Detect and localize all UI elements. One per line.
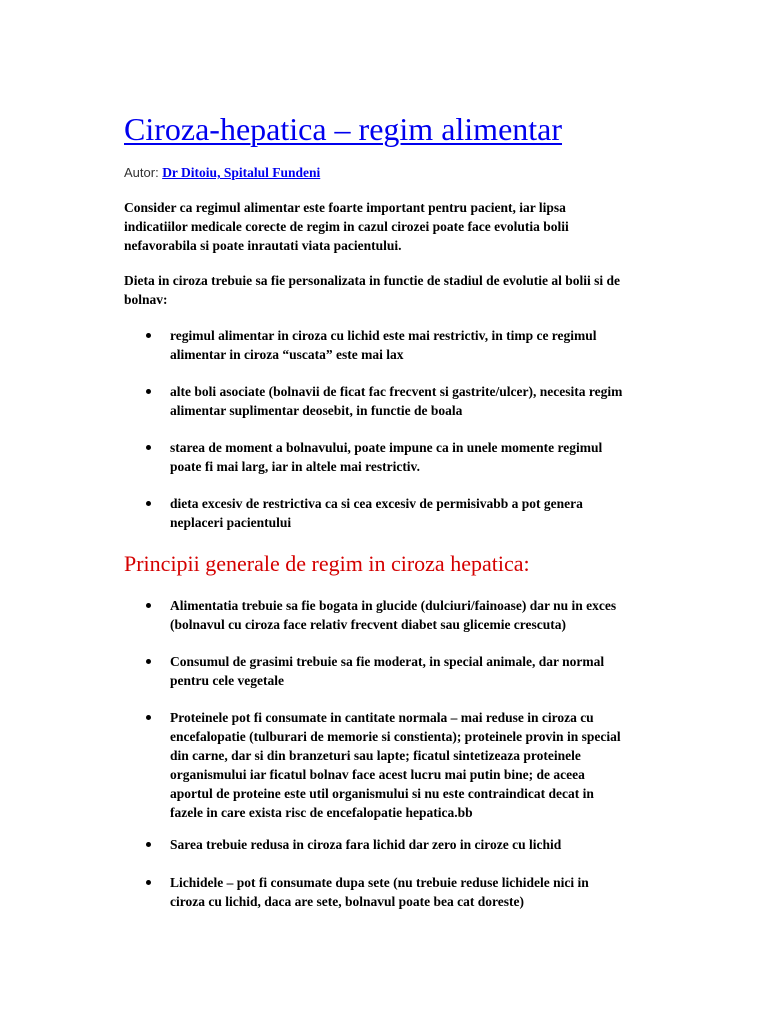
list-item-line: starea de moment a bolnavului, poate impune ca in unele momente regimul	[170, 440, 603, 455]
intro-paragraph	[124, 198, 664, 255]
bullet-icon	[146, 445, 151, 450]
paragraph-line: bolnav:	[124, 292, 168, 307]
list-item-line: poate fi mai larg, iar in altele mai restrictiv.	[170, 459, 420, 474]
list-item-line: neplaceri pacientului	[170, 515, 292, 530]
list-item-line: dieta excesiv de restrictiva ca si cea excesiv de permisivabb a pot genera	[170, 496, 583, 511]
list-item-line: pentru cele vegetale	[170, 673, 284, 688]
author-label: Autor:	[124, 165, 159, 180]
title-link[interactable]: Ciroza-hepatica – regim alimentar	[124, 111, 563, 147]
author-link[interactable]: Dr Ditoiu, Spitalul Fundeni	[162, 165, 321, 180]
paragraph-line: Consider ca regimul alimentar este foarte important pentru pacient, iar lipsa	[124, 200, 566, 215]
list-item-line: Sarea trebuie redusa in ciroza fara lichid dar zero in ciroze cu lichid	[170, 837, 562, 852]
author-line	[124, 164, 320, 183]
list-item-line: din carne, dar si din branzeturi sau lapte; ficatul sintetizeaza proteinele	[170, 748, 581, 763]
list-item-line: alte boli asociate (bolnavii de ficat fac frecvent si gastrite/ulcer), necesita regim	[170, 384, 623, 399]
list-item-line: Consumul de grasimi trebuie sa fie moderat, in special animale, dar normal	[170, 654, 605, 669]
list-item-line: alimentar suplimentar deosebit, in functie de boala	[170, 403, 463, 418]
bullet-icon	[146, 842, 151, 847]
bullet-icon	[146, 501, 151, 506]
bullet-icon	[146, 389, 151, 394]
bullet-icon	[146, 603, 151, 608]
list-item-line: Proteinele pot fi consumate in cantitate normala – mai reduse in ciroza cu	[170, 710, 594, 725]
section-heading: Principii generale de regim in ciroza hepatica:	[124, 551, 530, 576]
paragraph-line: indicatiilor medicale corecte de regim in cazul cirozei poate face evolutia bolii	[124, 219, 569, 234]
list-item-line: aportul de proteine este util organismului si nu este contraindicat decat in	[170, 786, 594, 801]
bullet-icon	[146, 715, 151, 720]
list-item-line: Alimentatia trebuie sa fie bogata in glucide (dulciuri/fainoase) dar nu in exces	[170, 598, 617, 613]
bullet-icon	[146, 333, 151, 338]
diet-paragraph	[124, 271, 664, 309]
list-item-line: alimentar in ciroza “uscata” este mai lax	[170, 347, 404, 362]
list-item-line: (bolnavul cu ciroza face relativ frecvent diabet sau glicemie crescuta)	[170, 617, 567, 632]
list-item-line: regimul alimentar in ciroza cu lichid este mai restrictiv, in timp ce regimul	[170, 328, 597, 343]
page-title	[124, 110, 562, 148]
list-item-line: fazele in care exista risc de encefalopatie hepatica.bb	[170, 805, 473, 820]
bullet-icon	[146, 659, 151, 664]
list-item-line: encefalopatie (tulburari de memorie si constienta); proteinele provin in special	[170, 729, 621, 744]
paragraph-line: nefavorabila si poate inrautati viata pacientului.	[124, 238, 402, 253]
list-item-line: organismului iar ficatul bolnav face acest lucru mai putin bine; de aceea	[170, 767, 585, 782]
bullet-icon	[146, 880, 151, 885]
list-item-line: ciroza cu lichid, daca are sete, bolnavul poate bea cat doreste)	[170, 894, 524, 909]
list-item-line: Lichidele – pot fi consumate dupa sete (nu trebuie reduse lichidele nici in	[170, 875, 589, 890]
paragraph-line: Dieta in ciroza trebuie sa fie personalizata in functie de stadiul de evolutie al bolii si de	[124, 273, 620, 288]
